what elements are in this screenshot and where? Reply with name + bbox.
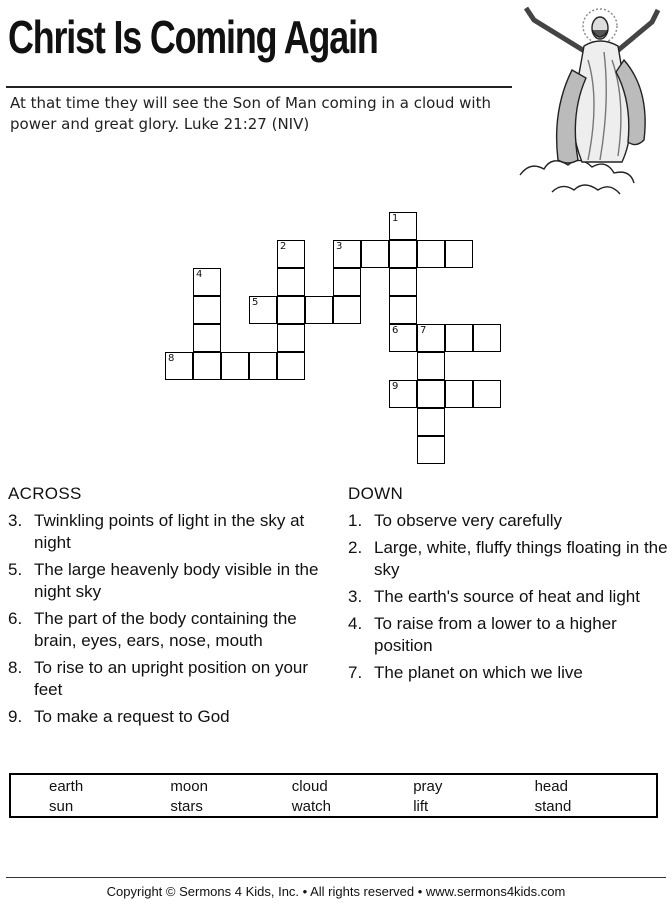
clue-item: 1. To observe very carefully: [348, 511, 563, 530]
clue-number: 5: [252, 297, 259, 308]
word-bank-item: head: [534, 778, 568, 795]
crossword-cell[interactable]: [361, 240, 389, 268]
crossword-cell[interactable]: [277, 324, 305, 352]
clue-item: 3. Twinkling points of light in the sky at night: [8, 511, 305, 552]
crossword-cell[interactable]: [193, 296, 221, 324]
page-title: Christ Is Coming Again: [8, 11, 378, 63]
down-heading: DOWN: [348, 484, 404, 503]
crossword-cell[interactable]: [417, 352, 445, 380]
clue-number: 1: [392, 213, 399, 224]
word-bank-item: earth: [49, 778, 84, 795]
crossword-cell[interactable]: [165, 352, 193, 380]
clue-number: 4: [196, 269, 203, 280]
crossword-cell[interactable]: [193, 268, 221, 296]
across-clues: [8, 484, 338, 733]
crossword-cell[interactable]: [445, 240, 473, 268]
clue-item: 5. The large heavenly body visible in the night sky: [8, 560, 319, 601]
crossword-cell[interactable]: [305, 296, 333, 324]
clue-number: 2: [280, 241, 287, 252]
crossword-cell[interactable]: [277, 296, 305, 324]
clue-number: 9: [392, 381, 399, 392]
crossword-cell[interactable]: [417, 324, 445, 352]
clue-number: 8: [168, 353, 175, 364]
crossword-cell[interactable]: [389, 296, 417, 324]
crossword-cell[interactable]: [417, 436, 445, 464]
crossword-cell[interactable]: [473, 380, 501, 408]
clue-item: 4. To raise from a lower to a higher position: [348, 614, 617, 655]
crossword-cell[interactable]: [417, 380, 445, 408]
clue-number: 6: [392, 325, 399, 336]
crossword-cell[interactable]: [277, 268, 305, 296]
crossword-cell[interactable]: [445, 324, 473, 352]
crossword-cell[interactable]: [249, 296, 277, 324]
word-bank-item: moon: [170, 778, 208, 795]
word-bank-item: cloud: [291, 778, 328, 795]
clue-number: 7: [420, 325, 427, 336]
crossword-cell[interactable]: [389, 268, 417, 296]
across-heading: ACROSS: [8, 484, 82, 503]
crossword-cell[interactable]: [221, 352, 249, 380]
crossword-cell[interactable]: [445, 380, 473, 408]
word-bank-item: stars: [170, 798, 203, 815]
crossword-cell[interactable]: [193, 324, 221, 352]
word-bank-item: watch: [291, 798, 331, 815]
crossword-cell[interactable]: [417, 240, 445, 268]
word-bank-item: sun: [49, 798, 74, 815]
crossword-cell[interactable]: [389, 324, 417, 352]
crossword-cell[interactable]: [249, 352, 277, 380]
crossword-cell[interactable]: [417, 408, 445, 436]
crossword-cell[interactable]: [473, 324, 501, 352]
clue-number: 3: [336, 241, 343, 252]
crossword-cell[interactable]: [389, 212, 417, 240]
word-bank: [9, 773, 658, 818]
title-divider: [6, 86, 512, 88]
word-bank-item: stand: [534, 798, 572, 815]
copyright-footer: Copyright © Sermons 4 Kids, Inc. • All rights reserved • www.sermons4kids.com: [106, 884, 566, 899]
clue-item: 9. To make a request to God: [8, 707, 230, 726]
clue-item: 3. The earth's source of heat and light: [348, 587, 640, 606]
crossword-cell[interactable]: [277, 352, 305, 380]
jesus-illustration: [512, 0, 672, 200]
clue-item: 8. To rise to an upright position on your feet: [8, 658, 309, 699]
clue-item: 6. The part of the body containing the brain, eyes, ears, nose, mouth: [8, 609, 297, 650]
crossword-cell[interactable]: [277, 240, 305, 268]
word-bank-item: pray: [413, 778, 443, 795]
clue-item: 7. The planet on which we live: [348, 663, 583, 682]
word-bank-item: lift: [413, 798, 429, 815]
crossword-cell[interactable]: [389, 240, 417, 268]
crossword-cell[interactable]: [333, 296, 361, 324]
crossword-cell[interactable]: [389, 380, 417, 408]
bible-verse: At that time they will see the Son of Man coming in a cloud with power and great glory. Luke 21:27 (NIV): [10, 94, 491, 133]
crossword-cell[interactable]: [333, 240, 361, 268]
clue-item: 2. Large, white, fluffy things floating in the sky: [348, 538, 668, 579]
crossword-cell[interactable]: [333, 268, 361, 296]
footer-divider: [6, 877, 666, 878]
crossword-cell[interactable]: [193, 352, 221, 380]
down-clues: [348, 484, 668, 689]
